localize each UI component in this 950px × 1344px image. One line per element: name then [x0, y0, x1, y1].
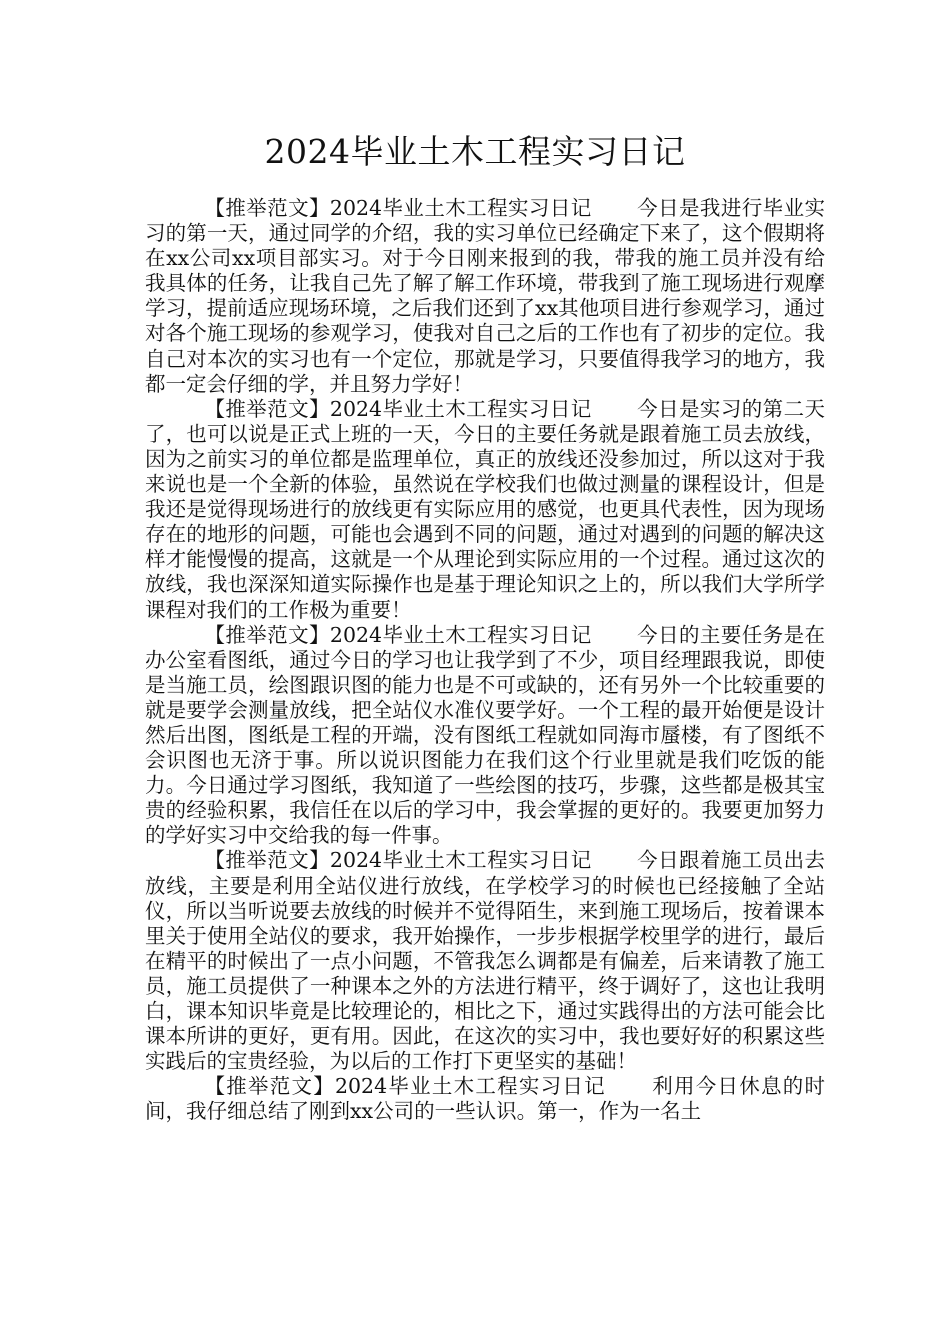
document-title: 2024毕业土木工程实习日记 — [264, 132, 686, 171]
paragraph-text: 今日跟着施工员出去放线，主要是利用全站仪进行放线，在学校学习的时候也已经接触了全站仪，所以当听说要去放线的时候并不觉得陌生，来到施工现场后，按着课本里关于使用全站仪的要求，我开始操作，一步步根据学校里学的进行，最后在精平的时候出了一点小问题，不管我怎么调都是有偏差，后来请教了施工员，施工员提供了一种课本之外的方法进行精平，终于调好了，这也让我明白，课本知识毕竟是比较理论的，相比之下，通过实践得出的方法可能会比课本所讲的更好，更有用。因此，在这次的实习中，我也要好好的积累这些实践后的宝贵经验，为以后的工作打下更坚实的基础！ — [145, 848, 826, 1074]
paragraph-day-1 — [145, 196, 825, 397]
document-body — [145, 196, 825, 1124]
paragraph-day-4 — [145, 848, 825, 1074]
paragraph-text: 今日的主要任务是在办公室看图纸，通过今日的学习也让我学到了不少，项目经理跟我说，即使是当施工员，绘图跟识图的能力也是不可或缺的，还有另外一个比较重要的就是要学会测量放线，把全站仪水准仪要学好。一个工程的最开始便是设计然后出图，图纸是工程的开端，没有图纸工程就如同海市蜃楼，有了图纸不会识图也无济于事。所以说识图能力在我们这个行业里就是我们吃饭的能力。今日通过学习图纸，我知道了一些绘图的技巧，步骤，这些都是极其宝贵的经验积累，我信任在以后的学习中，我会掌握的更好的。我要更加努力的学好实习中交给我的每一件事。 — [145, 622, 826, 848]
paragraph-lead: 【推举范文】2024毕业土木工程实习日记 — [204, 848, 592, 873]
paragraph-lead: 【推举范文】2024毕业土木工程实习日记 — [204, 1074, 606, 1099]
paragraph-lead: 【推举范文】2024毕业土木工程实习日记 — [204, 622, 592, 647]
paragraph-day-2 — [145, 397, 825, 623]
paragraph-lead: 【推举范文】2024毕业土木工程实习日记 — [204, 196, 592, 220]
paragraph-day-5 — [145, 1074, 825, 1124]
paragraph-text: 今日是实习的第二天了，也可以说是正式上班的一天，今日的主要任务就是跟着施工员去放线，因为之前实习的单位都是监理单位，真正的放线还没参加过，所以这对于我来说也是一个全新的体验，虽然说在学校我们也做过测量的课程设计，但是我还是觉得现场进行的放线更有实际应用的感觉，也更具代表性，因为现场存在的地形的问题，可能也会遇到不同的问题，通过对遇到的问题的解决这样才能慢慢的提高，这就是一个从理论到实际应用的一个过程。通过这次的放线，我也深深知道实际操作也是基于理论知识之上的，所以我们大学所学课程对我们的工作极为重要！ — [145, 396, 826, 622]
paragraph-day-3 — [145, 623, 825, 849]
paragraph-text: 利用今日休息的时间，我仔细总结了刚到xx公司的一些认识。第一，作为一名土 — [145, 1074, 825, 1124]
paragraph-text: 今日是我进行毕业实习的第一天，通过同学的介绍，我的实习单位已经确定下来了，这个假期将在xx公司xx项目部实习。对于今日刚来报到的我，带我的施工员并没有给我具体的任务，让我自己先了解了解工作环境，带我到了施工现场进行观摩学习，提前适应现场环境，之后我们还到了xx其他项目进行参观学习，通过对各个施工现场的参观学习，使我对自己之后的工作也有了初步的定位。我自己对本次的实习也有一个定位，那就是学习，只要值得我学习的地方，我都一定会仔细的学，并且努力学好！ — [145, 196, 826, 396]
paragraph-lead: 【推举范文】2024毕业土木工程实习日记 — [204, 396, 592, 421]
